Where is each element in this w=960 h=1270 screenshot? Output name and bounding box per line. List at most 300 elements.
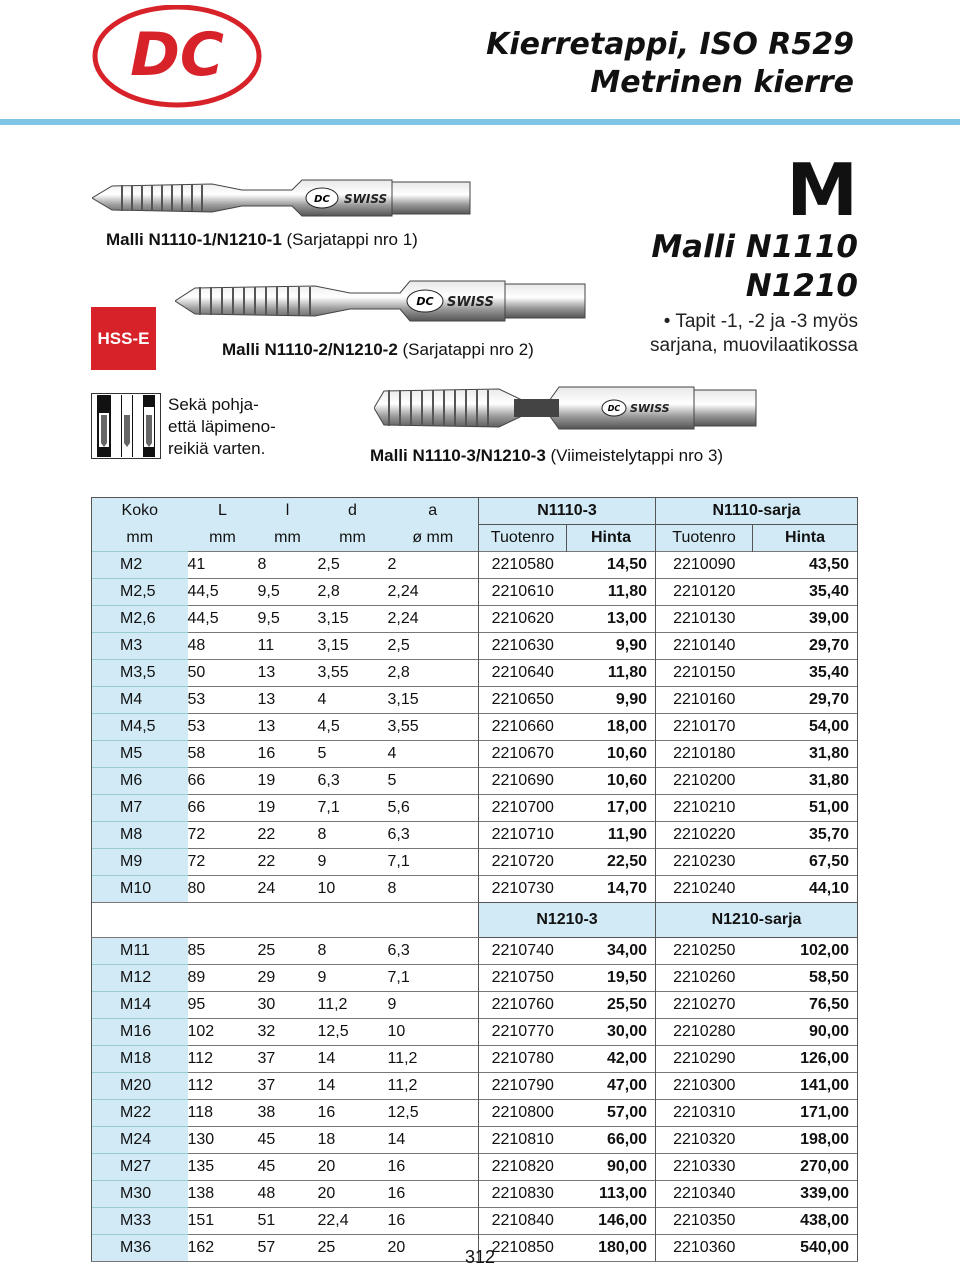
tap-image-3 xyxy=(374,381,758,435)
L-cell: 89 xyxy=(188,965,258,992)
set-price-cell: 58,50 xyxy=(753,965,858,992)
product-number-cell: 2210770 xyxy=(479,1019,567,1046)
tap-caption-3 xyxy=(370,446,723,466)
l-cell: 25 xyxy=(258,938,318,965)
price-cell: 90,00 xyxy=(567,1154,656,1181)
product-number-cell: 2210800 xyxy=(479,1100,567,1127)
table-row xyxy=(92,660,858,687)
model-line-2: N1210 xyxy=(745,268,858,304)
table-row xyxy=(92,822,858,849)
L-cell: 48 xyxy=(188,633,258,660)
set-product-number-cell: 2210230 xyxy=(656,849,753,876)
d-cell: 16 xyxy=(318,1100,388,1127)
l-cell: 19 xyxy=(258,795,318,822)
tap-brand-2: SWISS xyxy=(447,295,494,310)
table-row xyxy=(92,579,858,606)
set-product-number-cell: 2210150 xyxy=(656,660,753,687)
a-cell: 2 xyxy=(388,552,479,579)
set-price-cell: 29,70 xyxy=(753,687,858,714)
product-number-cell: 2210840 xyxy=(479,1208,567,1235)
hole-type-line-2: että läpimeno- xyxy=(168,417,276,436)
col-L: L xyxy=(188,498,258,525)
price-cell: 11,90 xyxy=(567,822,656,849)
col-l-unit: mm xyxy=(258,525,318,552)
price-cell: 180,00 xyxy=(567,1235,656,1262)
set-product-number-cell: 2210210 xyxy=(656,795,753,822)
l-cell: 13 xyxy=(258,687,318,714)
price-cell: 19,50 xyxy=(567,965,656,992)
series-note-line-1: • Tapit -1, -2 ja -3 myös xyxy=(663,311,858,332)
L-cell: 72 xyxy=(188,849,258,876)
table-row xyxy=(92,741,858,768)
table-row xyxy=(92,938,858,965)
svg-text:DC: DC xyxy=(607,404,621,413)
a-cell: 4 xyxy=(388,741,479,768)
table-row xyxy=(92,795,858,822)
tap-caption-1 xyxy=(106,230,418,250)
size-cell: M20 xyxy=(92,1073,188,1100)
product-number-cell: 2210730 xyxy=(479,876,567,903)
L-cell: 95 xyxy=(188,992,258,1019)
product-number-cell: 2210720 xyxy=(479,849,567,876)
L-cell: 53 xyxy=(188,714,258,741)
d-cell: 8 xyxy=(318,822,388,849)
table-row xyxy=(92,1046,858,1073)
size-cell: M33 xyxy=(92,1208,188,1235)
set-product-number-cell: 2210140 xyxy=(656,633,753,660)
set-product-number-cell: 2210310 xyxy=(656,1100,753,1127)
set-product-number-cell: 2210120 xyxy=(656,579,753,606)
group-n1110-3: N1110-3 xyxy=(479,498,656,525)
size-cell: M2 xyxy=(92,552,188,579)
L-cell: 102 xyxy=(188,1019,258,1046)
d-cell: 3,55 xyxy=(318,660,388,687)
d-cell: 4 xyxy=(318,687,388,714)
col-tuotenro-2: Tuotenro xyxy=(656,525,753,552)
d-cell: 9 xyxy=(318,965,388,992)
set-price-cell: 171,00 xyxy=(753,1100,858,1127)
price-cell: 34,00 xyxy=(567,938,656,965)
product-number-cell: 2210820 xyxy=(479,1154,567,1181)
table-row xyxy=(92,714,858,741)
d-cell: 18 xyxy=(318,1127,388,1154)
a-cell: 16 xyxy=(388,1181,479,1208)
size-cell: M3,5 xyxy=(92,660,188,687)
size-cell: M18 xyxy=(92,1046,188,1073)
a-cell: 3,15 xyxy=(388,687,479,714)
set-price-cell: 31,80 xyxy=(753,741,858,768)
l-cell: 13 xyxy=(258,660,318,687)
d-cell: 25 xyxy=(318,1235,388,1262)
col-d-unit: mm xyxy=(318,525,388,552)
logo-text: DC xyxy=(130,20,224,90)
L-cell: 50 xyxy=(188,660,258,687)
d-cell: 5 xyxy=(318,741,388,768)
tap-brand-3: SWISS xyxy=(630,402,670,415)
size-cell: M4 xyxy=(92,687,188,714)
tap-caption-1-desc: (Sarjatappi nro 1) xyxy=(281,230,418,249)
set-price-cell: 438,00 xyxy=(753,1208,858,1235)
l-cell: 9,5 xyxy=(258,579,318,606)
d-cell: 12,5 xyxy=(318,1019,388,1046)
a-cell: 14 xyxy=(388,1127,479,1154)
hole-type-line-1: Sekä pohja- xyxy=(168,395,259,414)
price-cell: 22,50 xyxy=(567,849,656,876)
set-product-number-cell: 2210250 xyxy=(656,938,753,965)
product-number-cell: 2210630 xyxy=(479,633,567,660)
price-cell: 9,90 xyxy=(567,633,656,660)
size-cell: M10 xyxy=(92,876,188,903)
l-cell: 57 xyxy=(258,1235,318,1262)
product-number-cell: 2210580 xyxy=(479,552,567,579)
table-row xyxy=(92,1154,858,1181)
l-cell: 29 xyxy=(258,965,318,992)
L-cell: 162 xyxy=(188,1235,258,1262)
set-price-cell: 51,00 xyxy=(753,795,858,822)
size-cell: M6 xyxy=(92,768,188,795)
a-cell: 6,3 xyxy=(388,822,479,849)
set-product-number-cell: 2210170 xyxy=(656,714,753,741)
L-cell: 85 xyxy=(188,938,258,965)
l-cell: 45 xyxy=(258,1154,318,1181)
size-cell: M11 xyxy=(92,938,188,965)
set-price-cell: 39,00 xyxy=(753,606,858,633)
a-cell: 5,6 xyxy=(388,795,479,822)
col-L-unit: mm xyxy=(188,525,258,552)
price-cell: 30,00 xyxy=(567,1019,656,1046)
L-cell: 138 xyxy=(188,1181,258,1208)
L-cell: 53 xyxy=(188,687,258,714)
price-cell: 146,00 xyxy=(567,1208,656,1235)
l-cell: 16 xyxy=(258,741,318,768)
price-cell: 11,80 xyxy=(567,579,656,606)
set-product-number-cell: 2210330 xyxy=(656,1154,753,1181)
table-subheader-row xyxy=(92,903,858,938)
size-cell: M12 xyxy=(92,965,188,992)
tap-caption-2 xyxy=(222,340,534,360)
svg-text:DC: DC xyxy=(416,295,434,308)
d-cell: 3,15 xyxy=(318,606,388,633)
product-number-cell: 2210790 xyxy=(479,1073,567,1100)
set-price-cell: 35,40 xyxy=(753,660,858,687)
set-price-cell: 198,00 xyxy=(753,1127,858,1154)
a-cell: 16 xyxy=(388,1208,479,1235)
tap-image-1 xyxy=(92,174,472,222)
l-cell: 48 xyxy=(258,1181,318,1208)
product-number-cell: 2210750 xyxy=(479,965,567,992)
product-number-cell: 2210810 xyxy=(479,1127,567,1154)
a-cell: 7,1 xyxy=(388,849,479,876)
product-number-cell: 2210640 xyxy=(479,660,567,687)
price-cell: 42,00 xyxy=(567,1046,656,1073)
model-title xyxy=(651,228,858,306)
col-a-unit: ø mm xyxy=(388,525,479,552)
a-cell: 2,5 xyxy=(388,633,479,660)
product-number-cell: 2210850 xyxy=(479,1235,567,1262)
table-row xyxy=(92,1181,858,1208)
set-product-number-cell: 2210090 xyxy=(656,552,753,579)
title-line-2: Metrinen kierre xyxy=(590,65,854,100)
l-cell: 45 xyxy=(258,1127,318,1154)
series-letter: M xyxy=(786,148,858,232)
l-cell: 8 xyxy=(258,552,318,579)
set-product-number-cell: 2210280 xyxy=(656,1019,753,1046)
set-price-cell: 270,00 xyxy=(753,1154,858,1181)
size-cell: M7 xyxy=(92,795,188,822)
set-price-cell: 90,00 xyxy=(753,1019,858,1046)
size-cell: M2,6 xyxy=(92,606,188,633)
l-cell: 19 xyxy=(258,768,318,795)
product-number-cell: 2210700 xyxy=(479,795,567,822)
size-price-table xyxy=(91,497,858,1262)
product-number-cell: 2210740 xyxy=(479,938,567,965)
set-price-cell: 76,50 xyxy=(753,992,858,1019)
a-cell: 10 xyxy=(388,1019,479,1046)
product-number-cell: 2210650 xyxy=(479,687,567,714)
l-cell: 22 xyxy=(258,822,318,849)
a-cell: 2,8 xyxy=(388,660,479,687)
d-cell: 7,1 xyxy=(318,795,388,822)
d-cell: 4,5 xyxy=(318,714,388,741)
header-rule xyxy=(0,119,960,125)
product-number-cell: 2210710 xyxy=(479,822,567,849)
svg-text:DC: DC xyxy=(314,194,330,205)
set-price-cell: 35,40 xyxy=(753,579,858,606)
hole-type-line-3: reikiä varten. xyxy=(168,439,266,458)
set-product-number-cell: 2210200 xyxy=(656,768,753,795)
a-cell: 11,2 xyxy=(388,1046,479,1073)
a-cell: 5 xyxy=(388,768,479,795)
l-cell: 32 xyxy=(258,1019,318,1046)
a-cell: 9 xyxy=(388,992,479,1019)
set-product-number-cell: 2210270 xyxy=(656,992,753,1019)
L-cell: 44,5 xyxy=(188,579,258,606)
product-number-cell: 2210620 xyxy=(479,606,567,633)
tap-image-2 xyxy=(175,275,587,327)
d-cell: 20 xyxy=(318,1181,388,1208)
l-cell: 37 xyxy=(258,1073,318,1100)
l-cell: 13 xyxy=(258,714,318,741)
table-row xyxy=(92,606,858,633)
col-a: a xyxy=(388,498,479,525)
table-row xyxy=(92,849,858,876)
set-price-cell: 44,10 xyxy=(753,876,858,903)
L-cell: 41 xyxy=(188,552,258,579)
price-cell: 66,00 xyxy=(567,1127,656,1154)
size-cell: M30 xyxy=(92,1181,188,1208)
size-cell: M14 xyxy=(92,992,188,1019)
L-cell: 66 xyxy=(188,795,258,822)
table-body-bottom xyxy=(92,938,858,1262)
series-note xyxy=(650,310,858,358)
set-price-cell: 141,00 xyxy=(753,1073,858,1100)
set-price-cell: 102,00 xyxy=(753,938,858,965)
price-cell: 11,80 xyxy=(567,660,656,687)
set-price-cell: 31,80 xyxy=(753,768,858,795)
d-cell: 14 xyxy=(318,1073,388,1100)
a-cell: 12,5 xyxy=(388,1100,479,1127)
d-cell: 11,2 xyxy=(318,992,388,1019)
tap-caption-2-desc: (Sarjatappi nro 2) xyxy=(397,340,534,359)
set-price-cell: 339,00 xyxy=(753,1181,858,1208)
tap-caption-1-model: Malli N1110-1/N1210-1 xyxy=(106,230,282,249)
a-cell: 2,24 xyxy=(388,579,479,606)
table-row xyxy=(92,1100,858,1127)
set-product-number-cell: 2210260 xyxy=(656,965,753,992)
a-cell: 6,3 xyxy=(388,938,479,965)
price-cell: 9,90 xyxy=(567,687,656,714)
group-n1110-sarja: N1110-sarja xyxy=(656,498,858,525)
tap-caption-3-model: Malli N1110-3/N1210-3 xyxy=(370,446,546,465)
l-cell: 22 xyxy=(258,849,318,876)
product-number-cell: 2210760 xyxy=(479,992,567,1019)
hole-type-icon xyxy=(91,393,161,459)
set-product-number-cell: 2210180 xyxy=(656,741,753,768)
hss-e-badge: HSS-E xyxy=(91,307,156,370)
title-line-1: Kierretappi, ISO R529 xyxy=(486,27,854,62)
tap-caption-2-model: Malli N1110-2/N1210-2 xyxy=(222,340,398,359)
table-row xyxy=(92,876,858,903)
L-cell: 80 xyxy=(188,876,258,903)
set-price-cell: 54,00 xyxy=(753,714,858,741)
dc-logo xyxy=(92,5,262,108)
d-cell: 10 xyxy=(318,876,388,903)
price-cell: 10,60 xyxy=(567,768,656,795)
a-cell: 8 xyxy=(388,876,479,903)
col-l: l xyxy=(258,498,318,525)
L-cell: 66 xyxy=(188,768,258,795)
a-cell: 7,1 xyxy=(388,965,479,992)
l-cell: 11 xyxy=(258,633,318,660)
d-cell: 20 xyxy=(318,1154,388,1181)
set-product-number-cell: 2210350 xyxy=(656,1208,753,1235)
product-number-cell: 2210610 xyxy=(479,579,567,606)
page-title xyxy=(486,26,854,102)
product-number-cell: 2210690 xyxy=(479,768,567,795)
L-cell: 112 xyxy=(188,1046,258,1073)
price-cell: 13,00 xyxy=(567,606,656,633)
set-price-cell: 540,00 xyxy=(753,1235,858,1262)
set-product-number-cell: 2210300 xyxy=(656,1073,753,1100)
set-product-number-cell: 2210340 xyxy=(656,1181,753,1208)
d-cell: 14 xyxy=(318,1046,388,1073)
price-cell: 10,60 xyxy=(567,741,656,768)
series-note-line-2: sarjana, muovilaatikossa xyxy=(649,335,858,356)
price-cell: 18,00 xyxy=(567,714,656,741)
price-cell: 113,00 xyxy=(567,1181,656,1208)
size-cell: M24 xyxy=(92,1127,188,1154)
table-row xyxy=(92,633,858,660)
price-cell: 14,50 xyxy=(567,552,656,579)
L-cell: 118 xyxy=(188,1100,258,1127)
tap-brand-1: SWISS xyxy=(344,192,388,206)
size-cell: M5 xyxy=(92,741,188,768)
price-cell: 57,00 xyxy=(567,1100,656,1127)
product-number-cell: 2210780 xyxy=(479,1046,567,1073)
page-number: 312 xyxy=(464,1247,496,1267)
table-row xyxy=(92,1127,858,1154)
set-product-number-cell: 2210240 xyxy=(656,876,753,903)
table-row xyxy=(92,1208,858,1235)
product-number-cell: 2210660 xyxy=(479,714,567,741)
col-koko: Koko xyxy=(92,498,188,525)
set-product-number-cell: 2210360 xyxy=(656,1235,753,1262)
size-cell: M8 xyxy=(92,822,188,849)
table-row xyxy=(92,1019,858,1046)
d-cell: 3,15 xyxy=(318,633,388,660)
table-row xyxy=(92,965,858,992)
a-cell: 11,2 xyxy=(388,1073,479,1100)
table-row xyxy=(92,687,858,714)
l-cell: 24 xyxy=(258,876,318,903)
L-cell: 112 xyxy=(188,1073,258,1100)
l-cell: 38 xyxy=(258,1100,318,1127)
d-cell: 9 xyxy=(318,849,388,876)
a-cell: 20 xyxy=(388,1235,479,1262)
price-cell: 14,70 xyxy=(567,876,656,903)
table-row xyxy=(92,992,858,1019)
l-cell: 51 xyxy=(258,1208,318,1235)
size-cell: M4,5 xyxy=(92,714,188,741)
L-cell: 44,5 xyxy=(188,606,258,633)
l-cell: 30 xyxy=(258,992,318,1019)
size-cell: M16 xyxy=(92,1019,188,1046)
l-cell: 37 xyxy=(258,1046,318,1073)
L-cell: 58 xyxy=(188,741,258,768)
table-row xyxy=(92,552,858,579)
set-product-number-cell: 2210160 xyxy=(656,687,753,714)
d-cell: 6,3 xyxy=(318,768,388,795)
d-cell: 22,4 xyxy=(318,1208,388,1235)
group-n1210-sarja: N1210-sarja xyxy=(656,903,858,938)
size-cell: M3 xyxy=(92,633,188,660)
size-cell: M9 xyxy=(92,849,188,876)
l-cell: 9,5 xyxy=(258,606,318,633)
table-body-top xyxy=(92,552,858,903)
hole-type-note xyxy=(168,394,276,460)
model-line-1: Malli N1110 xyxy=(651,229,858,265)
set-price-cell: 67,50 xyxy=(753,849,858,876)
set-price-cell: 29,70 xyxy=(753,633,858,660)
col-koko-unit: mm xyxy=(92,525,188,552)
set-product-number-cell: 2210130 xyxy=(656,606,753,633)
L-cell: 72 xyxy=(188,822,258,849)
col-d: d xyxy=(318,498,388,525)
table-row xyxy=(92,768,858,795)
d-cell: 8 xyxy=(318,938,388,965)
a-cell: 16 xyxy=(388,1154,479,1181)
col-tuotenro-1: Tuotenro xyxy=(479,525,567,552)
table-row xyxy=(92,1073,858,1100)
group-n1210-3: N1210-3 xyxy=(479,903,656,938)
L-cell: 130 xyxy=(188,1127,258,1154)
set-product-number-cell: 2210290 xyxy=(656,1046,753,1073)
d-cell: 2,8 xyxy=(318,579,388,606)
size-cell: M2,5 xyxy=(92,579,188,606)
price-cell: 47,00 xyxy=(567,1073,656,1100)
L-cell: 151 xyxy=(188,1208,258,1235)
d-cell: 2,5 xyxy=(318,552,388,579)
col-hinta-2: Hinta xyxy=(753,525,858,552)
size-cell: M22 xyxy=(92,1100,188,1127)
set-price-cell: 43,50 xyxy=(753,552,858,579)
tap-caption-3-desc: (Viimeistelytappi nro 3) xyxy=(545,446,724,465)
set-product-number-cell: 2210220 xyxy=(656,822,753,849)
L-cell: 135 xyxy=(188,1154,258,1181)
size-cell: M27 xyxy=(92,1154,188,1181)
set-price-cell: 35,70 xyxy=(753,822,858,849)
set-product-number-cell: 2210320 xyxy=(656,1127,753,1154)
